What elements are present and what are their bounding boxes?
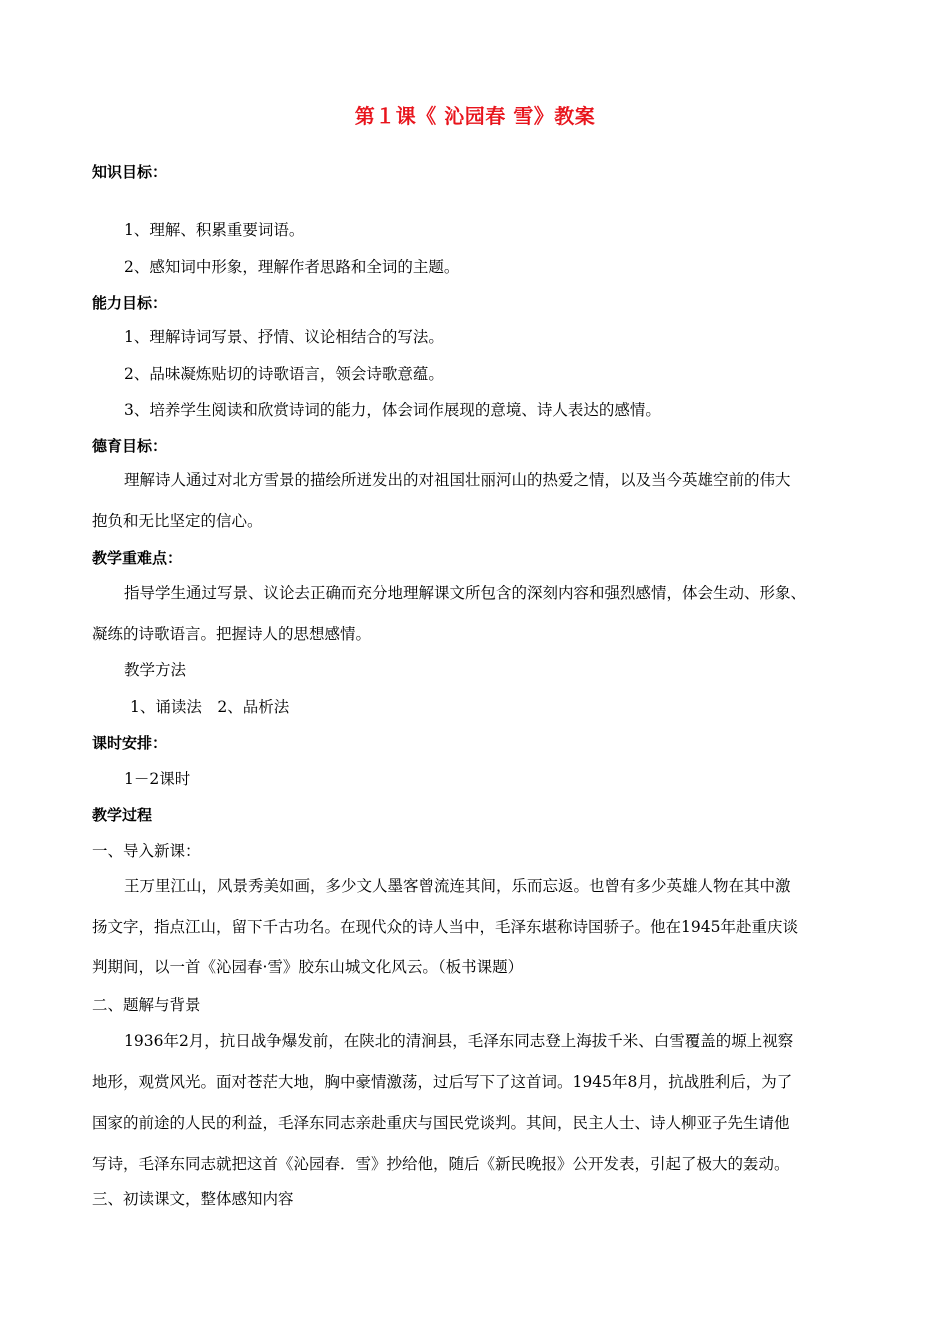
part1-paragraph-line: 扬文字，指点江山，留下千古功名。在现代众的诗人当中，毛泽东堪称诗国骄子。他在1945年赴重庆谈 — [92, 918, 798, 936]
moral-paragraph-line: 抱负和无比坚定的信心。 — [92, 512, 263, 530]
ability-item: 2、品味凝炼贴切的诗歌语言，领会诗歌意蕴。 — [124, 365, 444, 383]
schedule-text: 1－2课时 — [124, 770, 191, 788]
process-heading: 教学过程 — [92, 806, 153, 824]
page-title: 第１课《 沁园春 雪》教案 — [354, 104, 596, 128]
knowledge-heading: 知识目标： — [92, 163, 168, 181]
part1-heading: 一、导入新课： — [92, 842, 201, 860]
part3-heading: 三、初读课文，整体感知内容 — [92, 1190, 294, 1208]
ability-item: 1、理解诗词写景、抒情、议论相结合的写法。 — [124, 328, 444, 346]
moral-heading: 德育目标： — [92, 437, 168, 455]
knowledge-item: 2、感知词中形象，理解作者思路和全词的主题。 — [124, 258, 460, 276]
method-text: 1、诵读法 2、品析法 — [130, 698, 290, 716]
part2-paragraph-line: 国家的前途的人民的利益，毛泽东同志亲赴重庆与国民党谈判。其间，民主人士、诗人柳亚子先生请他 — [92, 1114, 790, 1132]
difficulty-paragraph-line: 指导学生通过写景、议论去正确而充分地理解课文所包含的深刻内容和强烈感情，体会生动、形象、 — [124, 584, 807, 602]
difficulty-paragraph-line: 凝练的诗歌语言。把握诗人的思想感情。 — [92, 625, 372, 643]
method-heading: 教学方法 — [124, 661, 187, 679]
part2-paragraph-line: 地形，观赏风光。面对苍茫大地，胸中豪情激荡，过后写下了这首词。1945年8月，抗战胜利后，为了 — [92, 1073, 793, 1091]
part1-paragraph-line: 判期间，以一首《沁园春·雪》胶东山城文化风云。（板书课题） — [92, 958, 524, 976]
difficulty-heading: 教学重难点： — [92, 549, 183, 567]
schedule-heading: 课时安排： — [92, 734, 168, 752]
part1-paragraph-line: 王万里江山，风景秀美如画，多少文人墨客曾流连其间，乐而忘返。也曾有多少英雄人物在其中激 — [124, 877, 791, 895]
moral-paragraph-line: 理解诗人通过对北方雪景的描绘所迸发出的对祖国壮丽河山的热爱之情，以及当今英雄空前的伟大 — [124, 471, 791, 489]
knowledge-item: 1、理解、积累重要词语。 — [124, 221, 305, 239]
part2-heading: 二、题解与背景 — [92, 996, 201, 1014]
ability-heading: 能力目标： — [92, 294, 168, 312]
part2-paragraph-line: 写诗，毛泽东同志就把这首《沁园春．雪》抄给他，随后《新民晚报》公开发表，引起了极大的轰动。 — [92, 1155, 790, 1173]
ability-item: 3、培养学生阅读和欣赏诗词的能力，体会词作展现的意境、诗人表达的感情。 — [124, 401, 661, 419]
part2-paragraph-line: 1936年2月，抗日战争爆发前，在陕北的清涧县，毛泽东同志登上海拔千米、白雪覆盖的塬上视察 — [124, 1032, 794, 1050]
